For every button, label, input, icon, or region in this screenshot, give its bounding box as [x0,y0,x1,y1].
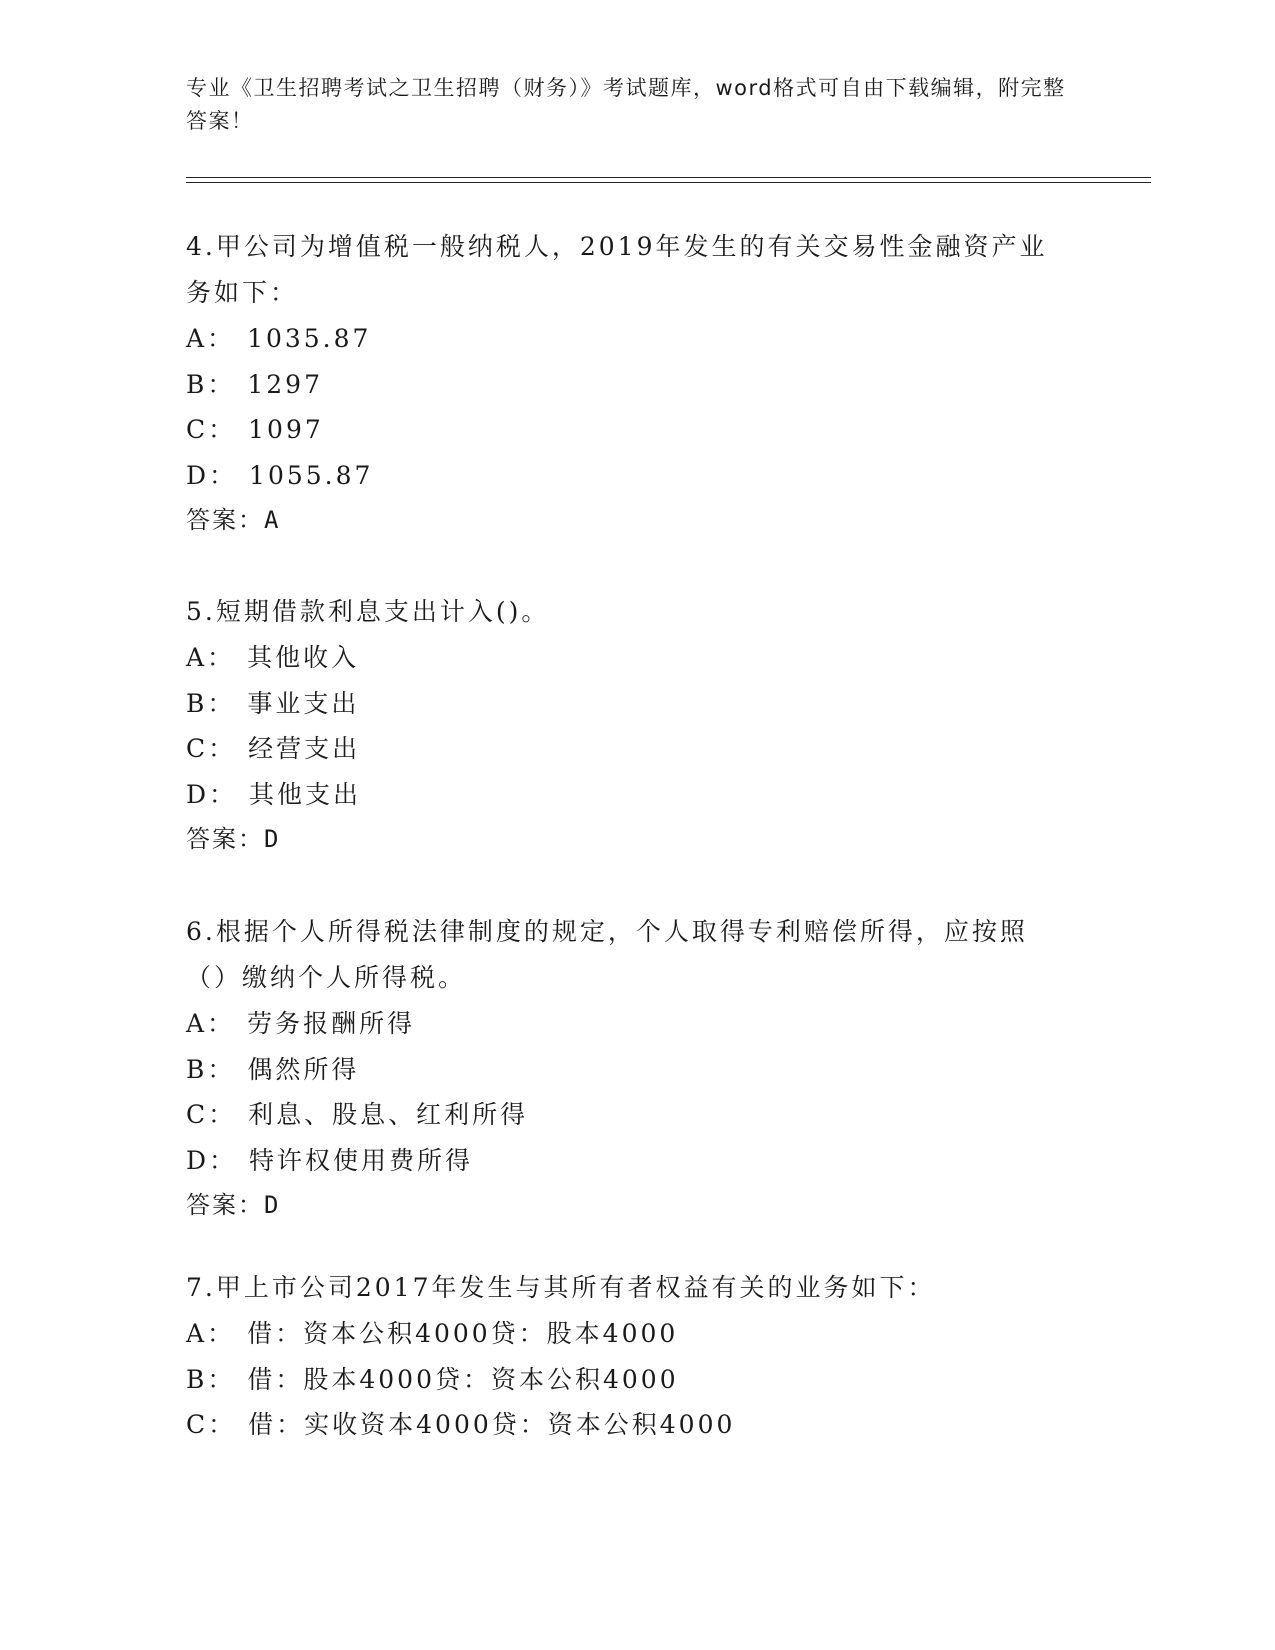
question-stem: 5.短期借款利息支出计入()。 [186,597,550,626]
answer-line [186,817,1066,862]
answer-label: 答案： [186,1191,264,1219]
question-stem: 4.甲公司为增值税一般纳税人，2019年发生的有关交易性金融资产业务如下： [186,232,1048,307]
option-key: A： [186,643,236,672]
option-a [186,316,1066,362]
option-key: D： [186,779,238,809]
answer-line [186,498,1066,543]
answer-line [186,1183,1066,1228]
document-header [186,72,1066,138]
header-divider-bottom [186,182,1151,183]
option-key: B： [186,1054,236,1084]
header-divider-top [186,177,1151,178]
option-text: 1297 [247,369,323,399]
option-a [186,635,1066,681]
question-5 [186,589,1066,862]
question-stem: 6.根据个人所得税法律制度的规定，个人取得专利赔偿所得，应按照（）缴纳个人所得税。 [186,917,1028,992]
option-key: A： [186,324,236,353]
question-6 [186,909,1066,1228]
question-7 [186,1265,1066,1448]
option-b [186,1047,1066,1093]
header-text: 专业《卫生招聘考试之卫生招聘（财务）》考试题库，word格式可自由下载编辑，附完整答案！ [186,76,1066,133]
option-text: 劳务报酬所得 [247,1009,416,1038]
option-d [186,453,1066,499]
option-key: B： [186,1364,236,1394]
option-text: 利息、股息、红利所得 [248,1100,529,1129]
option-text: 偶然所得 [247,1054,360,1084]
option-d [186,1138,1066,1184]
answer-value: D [264,825,279,853]
answer-label: 答案： [186,825,264,853]
option-a [186,1311,1066,1357]
option-c [186,1402,1066,1448]
option-a [186,1001,1066,1047]
answer-value: D [264,1191,279,1219]
answer-value: A [264,506,279,534]
option-text: 1097 [248,415,324,444]
option-key: A： [186,1009,236,1038]
option-text: 借：实收资本4000贷：资本公积4000 [248,1410,736,1439]
option-text: 事业支出 [247,688,360,718]
option-b [186,1357,1066,1403]
option-text: 借：资本公积4000贷：股本4000 [247,1319,679,1348]
option-b [186,362,1066,408]
option-text: 特许权使用费所得 [249,1145,474,1175]
option-text: 其他支出 [249,779,362,809]
question-stem: 7.甲上市公司2017年发生与其所有者权益有关的业务如下： [186,1273,936,1302]
option-key: C： [186,415,237,444]
option-text: 借：股本4000贷：资本公积4000 [247,1364,679,1394]
option-key: D： [186,1145,238,1175]
option-text: 1035.87 [247,324,372,353]
option-d [186,772,1066,818]
option-c [186,726,1066,772]
option-c [186,407,1066,453]
option-key: D： [186,460,238,490]
option-text: 其他收入 [247,643,360,672]
option-b [186,681,1066,727]
answer-label: 答案： [186,506,264,534]
option-key: A： [186,1319,236,1348]
option-key: C： [186,734,237,763]
option-text: 1055.87 [249,460,374,490]
option-key: C： [186,1410,237,1439]
question-4 [186,224,1066,543]
option-text: 经营支出 [248,734,361,763]
option-key: B： [186,369,236,399]
option-key: C： [186,1100,237,1129]
option-c [186,1092,1066,1138]
option-key: B： [186,688,236,718]
